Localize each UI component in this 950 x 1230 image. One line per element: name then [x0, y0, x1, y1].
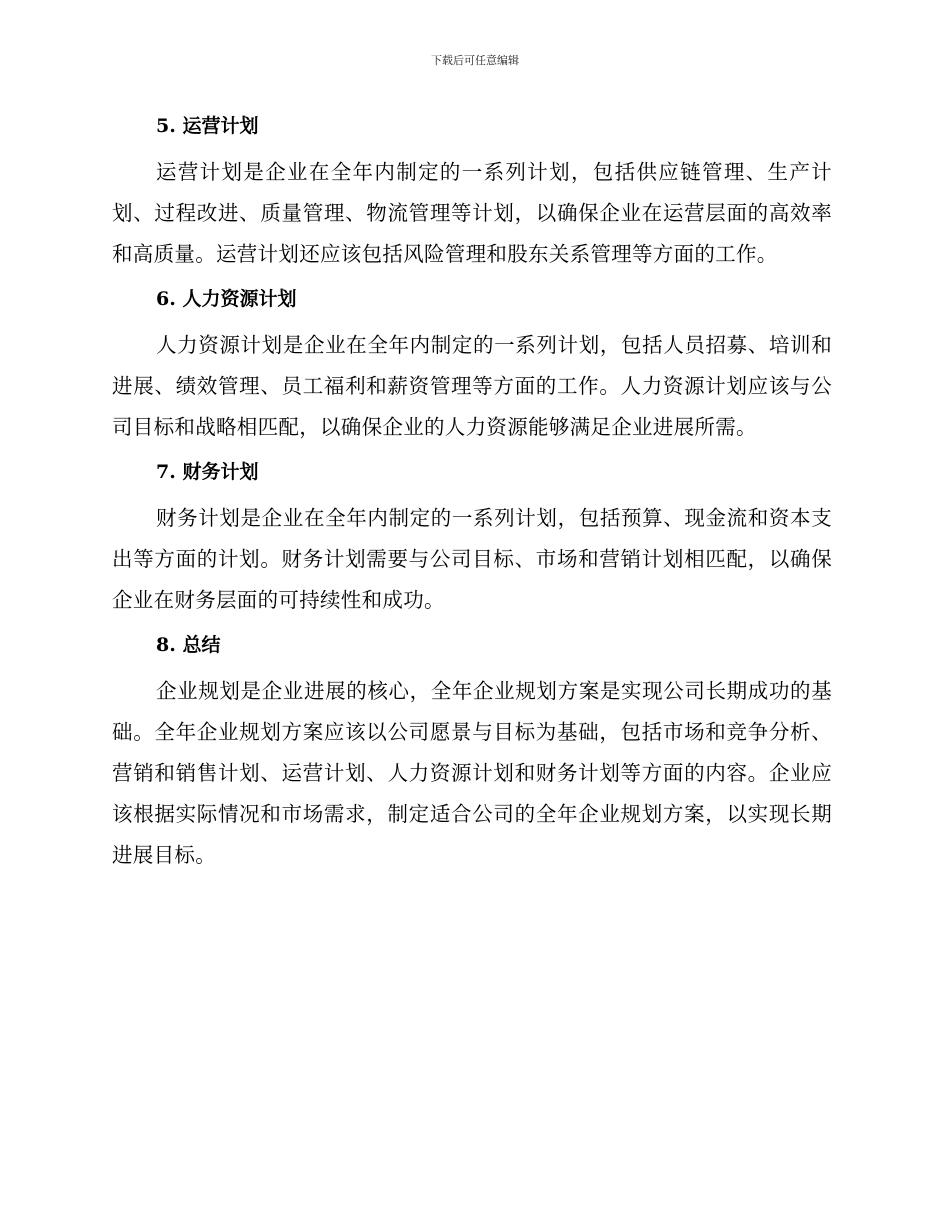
document-body: [112, 110, 832, 884]
section-heading-finance: 7. 财务计划: [156, 461, 259, 483]
section-paragraph-hr: 人力资源计划是企业在全年内制定的一系列计划，包括人员招募、培训和进展、绩效管理、员工福利和薪资管理等方面的工作。人力资源计划应该与公司目标和战略相匹配，以确保企业的人力资源能够满足企业进展所需。: [112, 333, 832, 439]
section-paragraph-operations: 运营计划是企业在全年内制定的一系列计划，包括供应链管理、生产计划、过程改进、质量管理、物流管理等计划，以确保企业在运营层面的高效率和高质量。运营计划还应该包括风险管理和股东关系管理等方面的工作。: [112, 160, 832, 266]
page-header: 下载后可任意编辑: [431, 54, 519, 67]
section-paragraph-summary: 企业规划是企业进展的核心，全年企业规划方案是实现公司长期成功的基础。全年企业规划方案应该以公司愿景与目标为基础，包括市场和竞争分析、营销和销售计划、运营计划、人力资源计划和财务计划等方面的内容。企业应该根据实际情况和市场需求，制定适合公司的全年企业规划方案，以实现长期进展目标。: [112, 679, 832, 867]
section-paragraph-finance: 财务计划是企业在全年内制定的一系列计划，包括预算、现金流和资本支出等方面的计划。财务计划需要与公司目标、市场和营销计划相匹配，以确保企业在财务层面的可持续性和成功。: [112, 506, 832, 612]
section-heading-hr: 6. 人力资源计划: [156, 288, 297, 310]
section-heading-summary: 8. 总结: [156, 634, 221, 656]
section-heading-operations: 5. 运营计划: [156, 115, 259, 137]
